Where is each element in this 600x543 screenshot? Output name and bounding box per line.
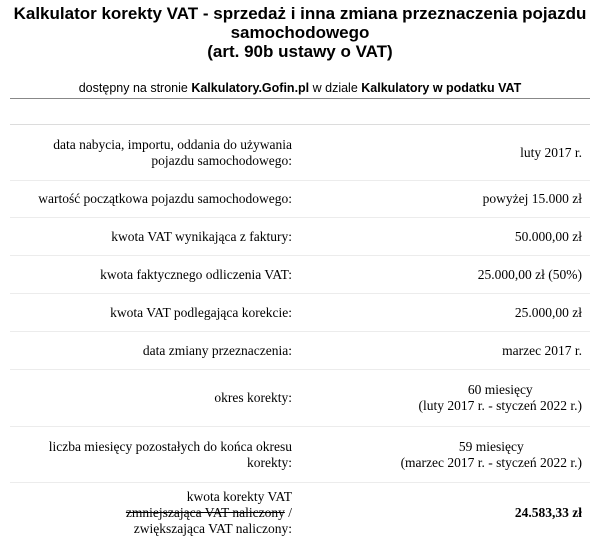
- value-line: 59 miesięcy: [458, 438, 524, 454]
- source-note: [10, 78, 590, 99]
- struck-option: zmniejszająca VAT naliczony: [125, 505, 285, 520]
- row-remaining-months: [10, 426, 590, 482]
- title-line-1: Kalkulator korekty VAT - sprzedaż i inna zmiana przeznaczenia pojazdu: [13, 4, 587, 23]
- label-line: [126, 505, 292, 521]
- label-line: korekty:: [247, 454, 292, 470]
- row-value: powyżej 15.000 zł: [482, 191, 582, 206]
- title-line-3: (art. 90b ustawy o VAT): [207, 42, 393, 61]
- value-line: (luty 2017 r. - styczeń 2022 r.): [418, 398, 582, 413]
- row-value: 25.000,00 zł: [514, 304, 582, 320]
- row-initial-value: [10, 180, 590, 217]
- label-line: zwiększająca VAT naliczony:: [133, 521, 292, 536]
- row-correction-amount: [10, 482, 590, 543]
- label-line: data nabycia, importu, oddania do używania: [53, 136, 292, 152]
- row-value: [300, 370, 590, 426]
- label-line: pojazdu samochodowego:: [151, 152, 292, 168]
- title-line-2: samochodowego: [230, 23, 370, 42]
- value-line: (marzec 2017 r. - styczeń 2022 r.): [400, 454, 582, 470]
- value-line: 60 miesięcy: [467, 382, 533, 397]
- row-value: 50.000,00 zł: [514, 228, 582, 244]
- row-change-date: [10, 331, 590, 369]
- row-value: [300, 427, 590, 482]
- calculation-table: [10, 124, 590, 543]
- row-label: [10, 427, 300, 482]
- source-site-link[interactable]: Kalkulatory.Gofin.pl: [191, 81, 310, 95]
- row-value: 25.000,00 zł (50%): [477, 266, 582, 282]
- row-label: kwota VAT podlegająca korekcie:: [110, 304, 292, 320]
- row-label: [10, 483, 300, 543]
- row-acquisition-date: [10, 124, 590, 180]
- source-middle: w dziale: [309, 81, 362, 95]
- row-invoice-vat: [10, 217, 590, 255]
- row-label: okres korekty:: [214, 390, 292, 405]
- row-label: wartość początkowa pojazdu samochodowego:: [38, 191, 292, 206]
- row-label: data zmiany przeznaczenia:: [142, 342, 292, 358]
- row-value: marzec 2017 r.: [502, 342, 582, 358]
- label-line: liczba miesięcy pozostałych do końca okresu: [48, 438, 292, 454]
- row-label: kwota faktycznego odliczenia VAT:: [100, 266, 292, 282]
- source-section-link[interactable]: Kalkulatory w podatku VAT: [361, 81, 522, 95]
- row-label: kwota VAT wynikająca z faktury:: [111, 228, 292, 244]
- row-value: luty 2017 r.: [520, 144, 582, 160]
- source-prefix: dostępny na stronie: [78, 81, 192, 95]
- row-vat-subject-to-correction: [10, 293, 590, 331]
- separator: /: [284, 505, 292, 520]
- label-line: kwota korekty VAT: [186, 489, 292, 504]
- row-actual-deduction: [10, 255, 590, 293]
- row-correction-period: [10, 369, 590, 426]
- page-title: [8, 0, 592, 61]
- result-value: 24.583,33 zł: [514, 505, 582, 520]
- row-label: [10, 125, 300, 180]
